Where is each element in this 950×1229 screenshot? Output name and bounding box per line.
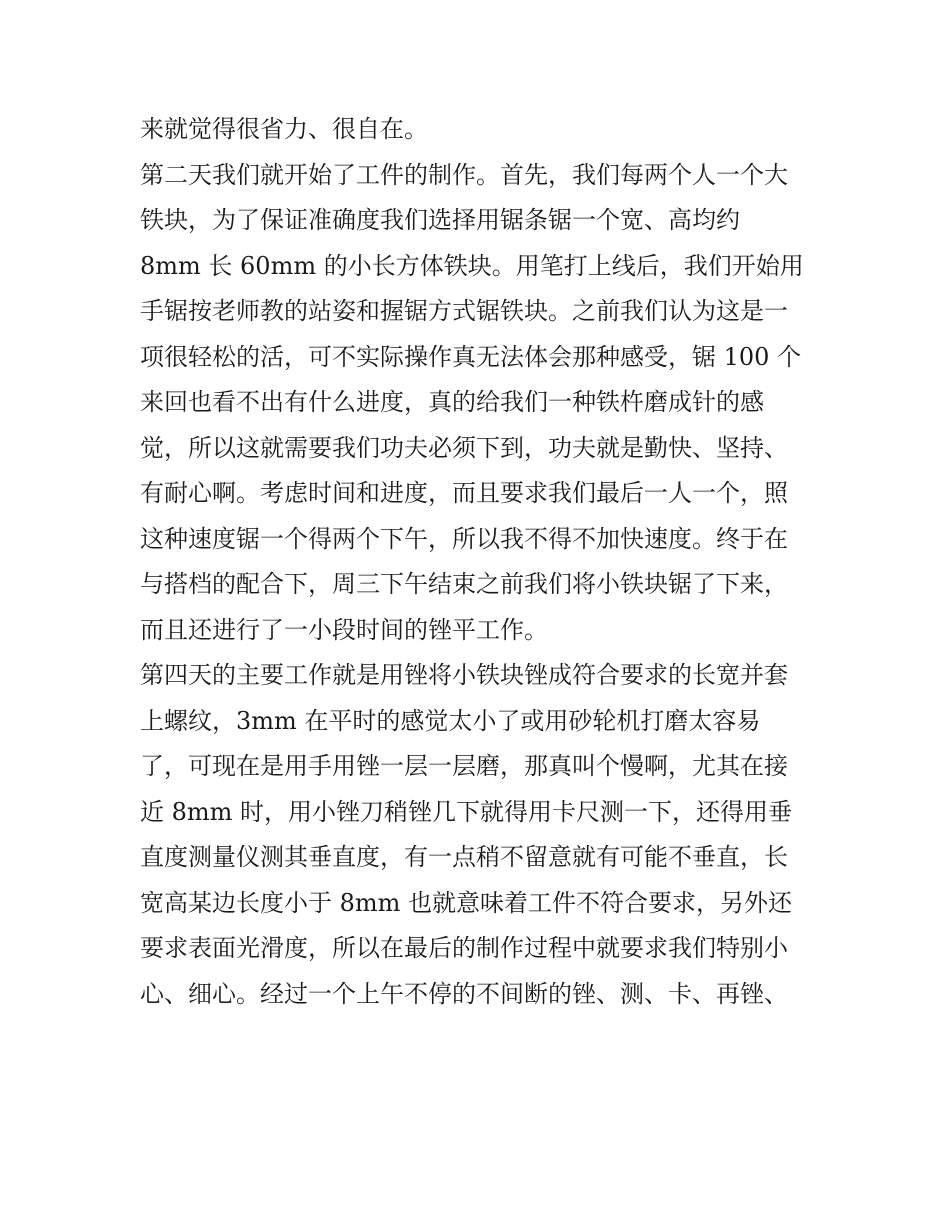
text-line: 项很轻松的活，可不实际操作真无法体会那种感受，锯 100 个 xyxy=(140,342,802,371)
text-line: 来回也看不出有什么进度，真的给我们一种铁杵磨成针的感 xyxy=(140,388,764,416)
text-line: 手锯按老师教的站姿和握锯方式锯铁块。之前我们认为这是一 xyxy=(140,297,788,325)
text-line: 上螺纹，3mm 在平时的感觉太小了或用砂轮机打磨太容易 xyxy=(140,706,761,735)
text-line: 直度测量仪测其垂直度，有一点稍不留意就有可能不垂直，长 xyxy=(140,843,788,871)
text-line: 8mm 长 60mm 的小长方体铁块。用笔打上线后，我们开始用 xyxy=(140,251,804,280)
text-line: 近 8mm 时，用小锉刀稍锉几下就得用卡尺测一下，还得用垂 xyxy=(140,797,793,826)
body-text xyxy=(140,107,820,1017)
text-line: 宽高某边长度小于 8mm 也就意味着工件不符合要求，另外还 xyxy=(140,888,793,917)
text-line: 心、细心。经过一个上午不停的不间断的锉、测、卡、再锉、 xyxy=(140,979,788,1008)
text-line: 要求表面光滑度，所以在最后的制作过程中就要求我们特别小 xyxy=(140,934,788,962)
text-line: 了，可现在是用手用锉一层一层磨，那真叫个慢啊，尤其在接 xyxy=(140,752,788,780)
text-line: 第二天我们就开始了工件的制作。首先，我们每两个人一个大 xyxy=(140,160,788,189)
text-line: 觉，所以这就需要我们功夫必须下到，功夫就是勤快、坚持、 xyxy=(140,433,788,462)
text-line: 来就觉得很省力、很自在。 xyxy=(140,115,428,143)
text-line: 第四天的主要工作就是用锉将小铁块锉成符合要求的长宽并套 xyxy=(140,661,788,689)
text-line: 而且还进行了一小段时间的锉平工作。 xyxy=(140,615,548,644)
text-line: 这种速度锯一个得两个下午，所以我不得不加快速度。终于在 xyxy=(140,524,788,553)
text-line: 铁块，为了保证准确度我们选择用锯条锯一个宽、高均约 xyxy=(140,206,740,234)
text-line: 与搭档的配合下，周三下午结束之前我们将小铁块锯了下来， xyxy=(140,570,788,598)
text-line: 有耐心啊。考虑时间和进度，而且要求我们最后一人一个，照 xyxy=(140,479,788,507)
